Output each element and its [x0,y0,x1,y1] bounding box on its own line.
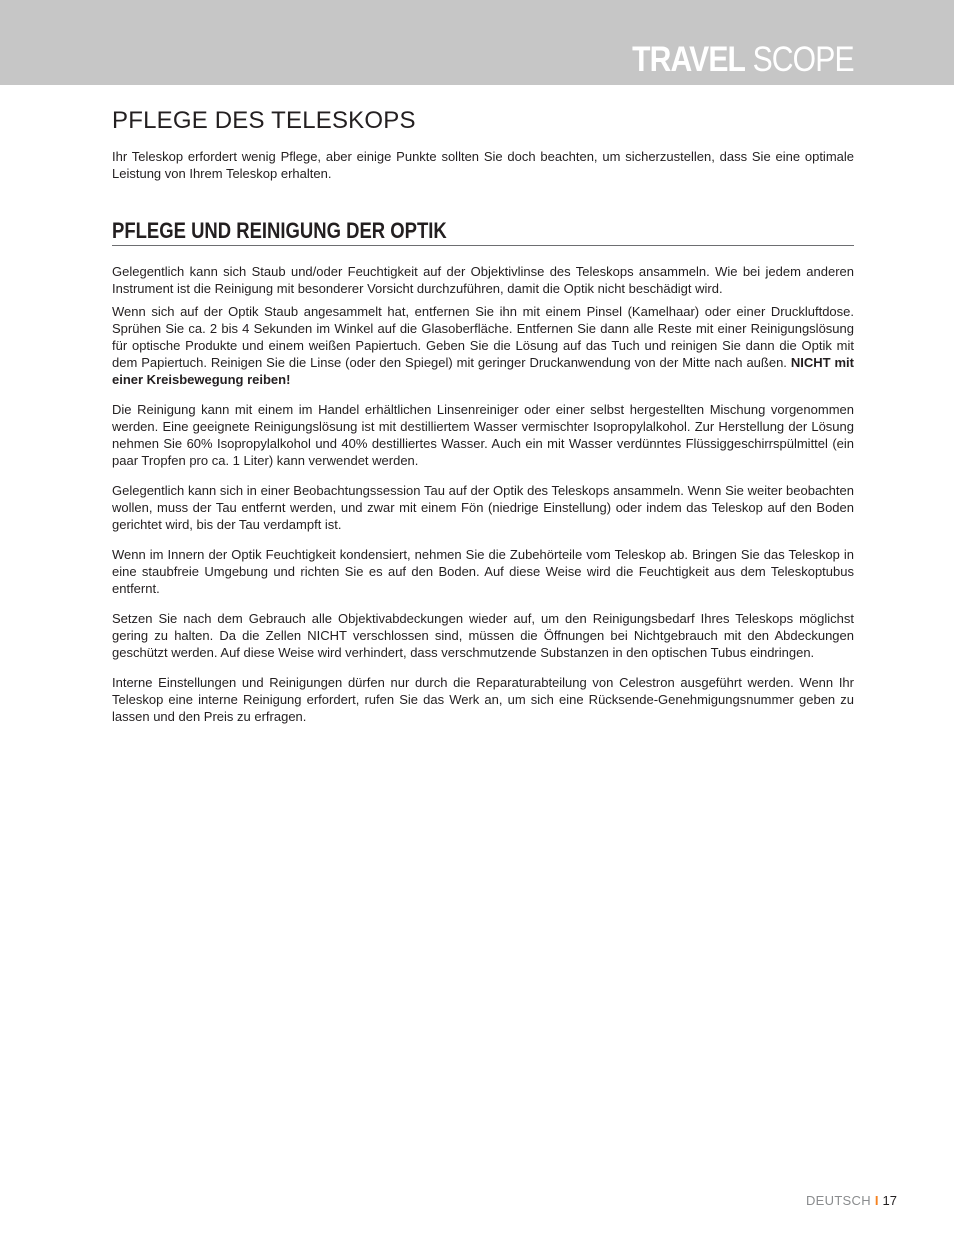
brand-logo [632,40,854,80]
brand-light: SCOPE [745,40,854,79]
paragraph: Wenn im Innern der Optik Feuchtigkeit kondensiert, nehmen Sie die Zubehörteile vom Teleskop ab. Bringen Sie das Teleskop in eine staubfreie Umgebung und richten Sie es auf den Boden. Auf diese Weise wird die Feuchtigkeit aus dem Teleskoptubus entfernt. [112,547,854,596]
section-heading: PFLEGE UND REINIGUNG DER OPTIK [112,218,447,243]
brand-bold: TRAVEL [632,40,746,79]
page-content [112,106,854,738]
page-number: 17 [882,1193,897,1208]
footer-language: DEUTSCH [805,1193,871,1208]
paragraph: Setzen Sie nach dem Gebrauch alle Objektivabdeckungen wieder auf, um den Reinigungsbedarf Ihres Teleskops möglichst gering zu halten. Da die Zellen NICHT verschlossen sind, müssen die Öffnungen bei Nichtgebrauch mit den Abdeckungen geschützt werden. Auf diese Weise wird verhindert, dass verschmutzende Substanzen in den optischen Tubus eindringen. [112,611,854,660]
paragraph-text: Wenn sich auf der Optik Staub angesammelt hat, entfernen Sie ihn mit einem Pinsel (Kamelhaar) oder einer Druckluftdose. Sprühen Sie ca. 2 bis 4 Sekunden im Winkel auf die Glasoberfläche. Entfernen Sie dann alle Reste mit einer Reinigungslösung für optische Produkte und einem weißen Papiertuch. Geben Sie die Lösung auf das Tuch und reinigen Sie dann die Optik mit dem Papiertuch. Reinigen Sie die Linse (oder den Spiegel) mit geringer Druckanwendung von der Mitte nach außen. [112,304,854,370]
footer-separator: I [874,1193,879,1208]
warning-text: NICHT mit einer Kreisbewegung reiben! [112,355,854,387]
section-body [112,263,854,725]
paragraph: Gelegentlich kann sich in einer Beobachtungssession Tau auf der Optik des Teleskops ansammeln. Wenn Sie weiter beobachten wollen, muss der Tau entfernt werden, und zwar mit einem Fön (niedrige Einstellung) oder indem das Teleskop auf den Boden gerichtet wird, bis der Tau verdampft ist. [112,483,854,532]
page-footer [806,1193,897,1209]
paragraph: Die Reinigung kann mit einem im Handel erhältlichen Linsenreiniger oder einer selbst hergestellten Mischung vorgenommen werden. Eine geeignete Reinigungslösung ist mit destilliertem Wasser vermischter Isopropylalkohol. Zur Herstellung der Lösung nehmen Sie 60% Isopropylalkohol und 40% destilliertes Wasser. Auch ein mit Wasser verdünntes Flüssiggeschirrspülmittel (ein paar Tropfen pro ca. 1 Liter) kann verwendet werden. [112,402,854,468]
paragraph: Gelegentlich kann sich Staub und/oder Feuchtigkeit auf der Objektivlinse des Teleskops ansammeln. Wie bei jedem anderen Instrument ist die Reinigung mit besonderer Vorsicht durchzuführen, damit die Optik nicht beschädigt wird. [112,264,854,296]
page-title: PFLEGE DES TELESKOPS [112,107,416,134]
intro-paragraph: Ihr Teleskop erfordert wenig Pflege, aber einige Punkte sollten Sie doch beachten, um sicherzustellen, dass Sie eine optimale Leistung von Ihrem Teleskop erhalten. [112,149,854,181]
paragraph: Interne Einstellungen und Reinigungen dürfen nur durch die Reparaturabteilung von Celestron ausgeführt werden. Wenn Ihr Teleskop eine interne Reinigung erfordert, rufen Sie das Werk an, um sich eine Rücksende-Genehmigungsnummer geben zu lassen und den Preis zu erfragen. [112,675,854,724]
section-heading-rule [112,219,854,246]
header-band [0,0,954,85]
paragraph [112,303,854,388]
